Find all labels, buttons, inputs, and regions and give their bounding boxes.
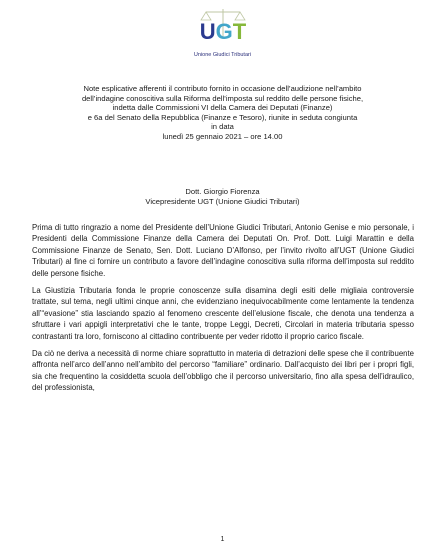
intro-line: Note esplicative afferenti il contributo fornito in occasione dell’audizione nell’ambito [83,84,362,93]
intro-line: indetta dalle Commissioni VI della Camera dei Deputati (Finanze) [112,103,333,113]
intro-line: e 6a del Senato della Repubblica (Finanze e Tesoro), riunite in seduta congiunta [87,112,358,122]
document-body [32,222,414,400]
paragraph: Prima di tutto ringrazio a nome del Presidente dell’Unione Giudici Tributari, Antonio Genise e mio personale, i Presidenti della Commissione Finanze della Camera dei Deputati On. Prof. Dott. Luigi Marattin e della Commissione Finanze de Senato, Sen. Dott. Luciano D’Alfonso, per l’invito rivolto all’UGT (Unione Giudici Tributari) al fine ci fornire un contributo a favore dell’indagine conoscitiva sulla riforma dell’imposta sul reddito delle persone fisiche. [32,223,414,278]
logo-subtitle: Unione Giudici Tributari [193,52,252,58]
page-number: 1 [220,536,225,543]
intro-block [30,84,415,142]
paragraph: Da ciò ne deriva a necessità di norme chiare soprattutto in materia di detrazioni delle spese che il contribuente affronta nell’arco dell’anno nell’ambito del percorso “familiare” ordinario. Dall’acquisto dei libri per i propri figli, sia che frequentino la cosiddetta scuola dell’obbligo che il percorso universitario, fino alla spesa dell’idraulico, del professionista, [32,349,414,393]
ugt-logo [0,0,445,64]
author-role: Vicepresidente UGT (Unione Giudici Tributari) [145,197,300,206]
intro-line: in data [211,122,234,132]
intro-line: dell’indagine conoscitiva sulla Riforma dell’imposta sul reddito delle persone fisiche, [81,93,364,103]
paragraph: La Giustizia Tributaria fonda le proprie conoscenze sulla disamina degli esiti delle migliaia controversie trattate, sul tema, negli ultimi cinque anni, che evidenziano inequivocabilmente come lentamente la tendenza all’“evasione” stia lasciando spazio al fenomeno crescente dell’elusione fiscale, che denota una tendenza a sfruttare i vari appigli interpretativi che le tante, troppe Leggi, Decreti, Circolari in materia tributaria spesso contrastanti tra loro, forniscono al cittadino contribuente per veder ridotto il proprio carico fiscale. [32,286,414,341]
ugt-logo-mark [192,6,254,42]
intro-date: lunedì 25 gennaio 2021 – ore 14.00 [162,131,283,141]
author-block [30,187,415,207]
author-name: Dott. Giorgio Fiorenza [185,187,260,196]
ugt-logo-text: UGT [199,19,247,42]
